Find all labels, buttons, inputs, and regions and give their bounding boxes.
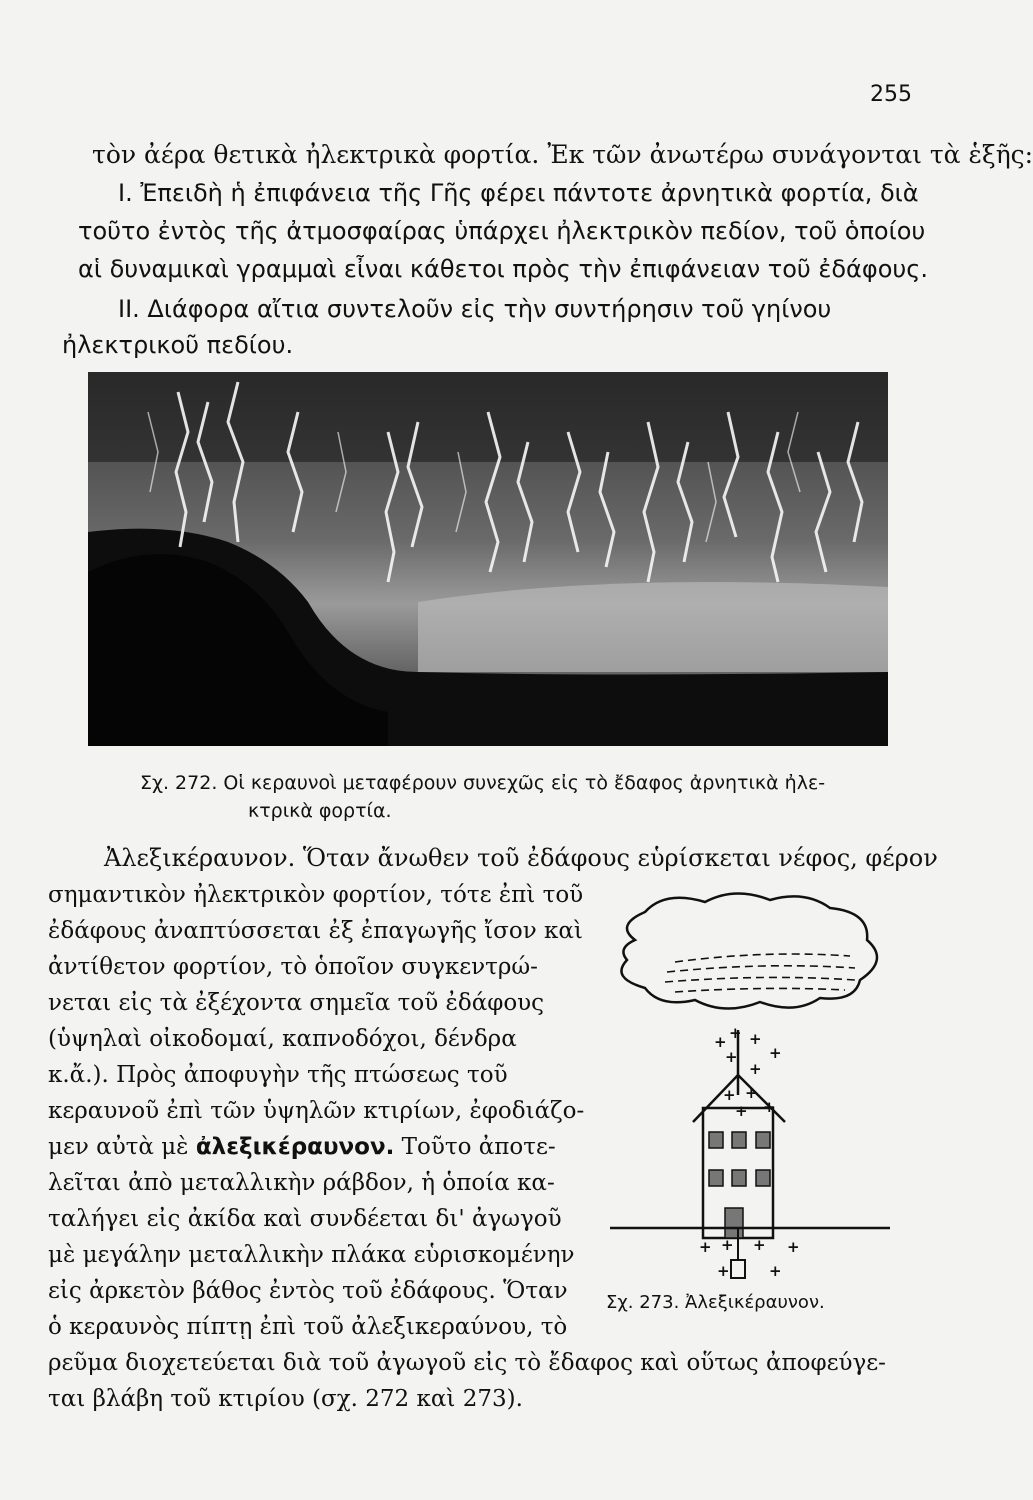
house-window <box>756 1170 770 1186</box>
section-line-bold <box>48 1132 556 1162</box>
ground-plate <box>731 1260 745 1278</box>
lightning-rod-diagram <box>605 890 895 1280</box>
positive-charge-sign: + <box>769 1044 782 1062</box>
intro-line-4: αἱ δυναμικαὶ γραμμαὶ εἶναι κάθετοι πρὸς τὴν ἐπιφάνειαν τοῦ ἐδάφους. <box>78 255 928 283</box>
intro-line-1: τὸν ἀέρα θετικὰ ἠλεκτρικὰ φορτία. Ἐκ τῶν ἀνωτέρω συνάγονται τὰ ἑξῆς: <box>92 140 1033 169</box>
intro-line-6: ἠλεκτρικοῦ πεδίου. <box>62 331 294 359</box>
section-line-3: ἀντίθετον φορτίον, τὸ ὁποῖον συγκεντρώ- <box>48 954 538 980</box>
house-window <box>709 1132 723 1148</box>
section-line-11: μὲ μεγάλην μεταλλικὴν πλάκα εὑρισκομένην <box>48 1242 575 1268</box>
positive-charge-sign: + <box>749 1030 762 1048</box>
bold-line-prefix: μεν αὐτὰ μὲ <box>48 1134 196 1160</box>
section-line-2: ἐδάφους ἀναπτύσσεται ἐξ ἐπαγωγῆς ἴσον καὶ <box>48 918 583 944</box>
lightning-photo <box>88 372 888 746</box>
positive-charge-sign: + <box>714 1033 727 1051</box>
section-title-line: Ἀλεξικέραυνον. Ὅταν ἄνωθεν τοῦ ἐδάφους εὑρίσκεται νέφος, φέρον <box>104 844 938 872</box>
positive-charge-sign: + <box>769 1262 782 1280</box>
house-window <box>756 1132 770 1148</box>
section-line-9: λεῖται ἀπὸ μεταλλικὴν ράβδον, ἡ ὁποία κα- <box>48 1170 555 1196</box>
positive-charge-sign: + <box>763 1098 776 1116</box>
house-door <box>725 1208 743 1238</box>
lightning-rod-term: ἀλεξικέραυνον. <box>195 1134 395 1160</box>
closing-line-1: ρεῦμα διοχετεύεται διὰ τοῦ ἀγωγοῦ εἰς τὸ ἔδαφος καὶ οὕτως ἀποφεύγε- <box>48 1350 886 1376</box>
section-line-5: (ὑψηλαὶ οἰκοδομαί, καπνοδόχοι, δένδρα <box>48 1026 517 1052</box>
section-line-6: κ.ἄ.). Πρὸς ἀποφυγὴν τῆς πτώσεως τοῦ <box>48 1062 508 1088</box>
house-window <box>709 1170 723 1186</box>
bold-line-suffix: Τοῦτο ἀποτε- <box>394 1134 556 1160</box>
cloud-charge-line <box>675 988 845 992</box>
cloud-charge-line <box>667 966 855 972</box>
positive-charge-sign: + <box>729 1024 742 1042</box>
intro-line-2: I. Ἐπειδὴ ἡ ἐπιφάνεια τῆς Γῆς φέρει πάντοτε ἀρνητικὰ φορτία, διὰ <box>118 179 919 207</box>
section-line-13: ὁ κεραυνὸς πίπτῃ ἐπὶ τοῦ ἀλεξικεραύνου, τὸ <box>48 1314 568 1340</box>
intro-line-5: II. Διάφορα αἴτια συντελοῦν εἰς τὴν συντήρησιν τοῦ γηίνου <box>118 295 832 323</box>
positive-charge-sign: + <box>735 1102 748 1120</box>
cloud-shape <box>621 893 877 1008</box>
section-line-7: κεραυνοῦ ἐπὶ τῶν ὑψηλῶν κτιρίων, ἐφοδιάζο- <box>48 1098 585 1124</box>
intro-line-3: τοῦτο ἐντὸς τῆς ἀτμοσφαίρας ὑπάρχει ἠλεκτρικὸν πεδίον, τοῦ ὁποίου <box>78 217 926 245</box>
section-line-12: εἰς ἀρκετὸν βάθος ἐντὸς τοῦ ἐδάφους. Ὅταν <box>48 1278 568 1304</box>
section-line-4: νεται εἰς τὰ ἐξέχοντα σημεῖα τοῦ ἐδάφους <box>48 990 545 1016</box>
closing-line-2: ται βλάβη τοῦ κτιρίου (σχ. 272 καὶ 273). <box>48 1386 523 1412</box>
section-line-10: ταλήγει εἰς ἀκίδα καὶ συνδέεται δι' ἀγωγοῦ <box>48 1206 562 1232</box>
house-window <box>732 1132 746 1148</box>
figure-272-caption-line-1: Σχ. 272. Οἱ κεραυνοὶ μεταφέρουν συνεχῶς εἰς τὸ ἔδαφος ἀρνητικὰ ἠλε- <box>140 772 826 794</box>
section-line-1: σημαντικὸν ἠλεκτρικὸν φορτίον, τότε ἐπὶ τοῦ <box>48 882 584 908</box>
figure-273-caption: Σχ. 273. Ἀλεξικέραυνον. <box>606 1292 825 1313</box>
house-window <box>732 1170 746 1186</box>
cloud-charge-line <box>675 954 850 962</box>
positive-charge-sign: + <box>717 1262 730 1280</box>
cloud-charge-line <box>665 977 855 982</box>
figure-272-caption-line-2: κτρικὰ φορτία. <box>248 800 392 822</box>
page-number: 255 <box>870 82 912 107</box>
positive-charge-sign: + <box>699 1238 712 1256</box>
positive-charge-sign: + <box>787 1238 800 1256</box>
positive-charge-sign: + <box>745 1084 758 1102</box>
positive-charge-sign: + <box>753 1236 766 1254</box>
positive-charge-sign: + <box>721 1236 734 1254</box>
positive-charge-sign: + <box>723 1086 736 1104</box>
positive-charge-sign: + <box>725 1048 738 1066</box>
positive-charge-sign: + <box>749 1060 762 1078</box>
